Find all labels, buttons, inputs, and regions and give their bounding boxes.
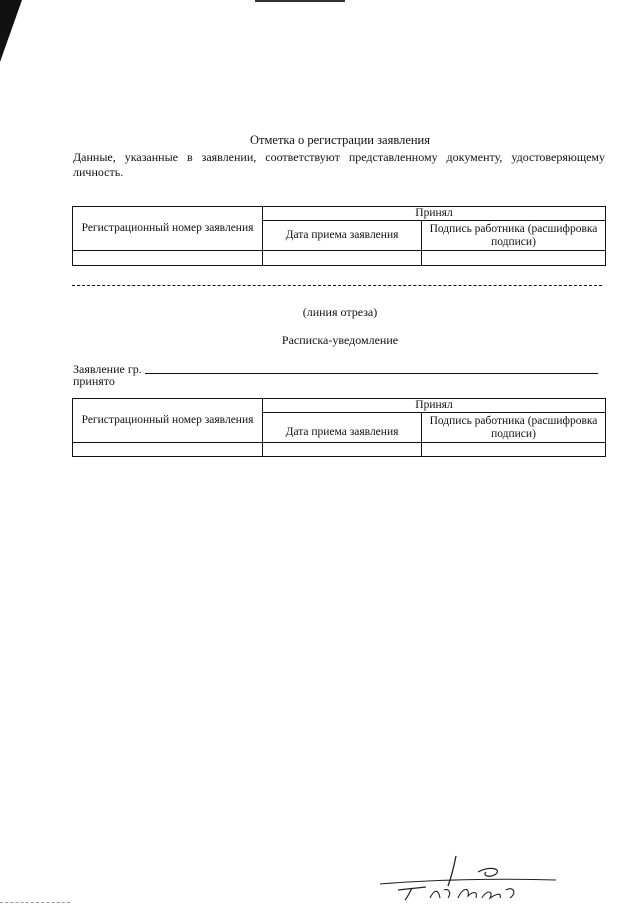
signature-cell[interactable] <box>422 251 606 266</box>
receipt-title: Расписка-уведомление <box>281 333 399 347</box>
accepted-by-header: Принял <box>263 207 606 221</box>
date-header: Дата приема заявления <box>263 413 422 443</box>
reg-number-cell[interactable] <box>73 251 263 266</box>
signature-header: Подпись работника (расшифровка подписи) <box>422 221 606 251</box>
identity-confirmation-text: Данные, указанные в заявлении, соответствуют представленному документу, удостоверяющему личность. <box>73 150 605 179</box>
date-header: Дата приема заявления <box>263 221 422 251</box>
receipt-table <box>72 398 606 457</box>
date-cell[interactable] <box>263 443 422 457</box>
applicant-name-line[interactable] <box>145 373 598 374</box>
reg-number-header: Регистрационный номер заявления <box>73 399 263 443</box>
signature-header: Подпись работника (расшифровка подписи) <box>422 413 606 443</box>
statement-prefix: Заявление гр. <box>73 362 142 376</box>
scan-top-mark <box>255 0 345 2</box>
statement-accepted: принято <box>73 374 115 388</box>
reg-number-cell[interactable] <box>73 443 263 457</box>
registration-table <box>72 206 606 266</box>
scan-edge-mark <box>0 902 70 903</box>
date-cell[interactable] <box>263 251 422 266</box>
cut-line <box>72 285 602 286</box>
signature-cell[interactable] <box>422 443 606 457</box>
accepted-by-header: Принял <box>263 399 606 413</box>
cut-line-label: (линия отреза) <box>302 305 378 319</box>
handwritten-signature <box>378 850 558 902</box>
scan-corner-mark <box>0 0 22 62</box>
reg-number-header: Регистрационный номер заявления <box>73 207 263 251</box>
registration-mark-title: Отметка о регистрации заявления <box>250 133 430 147</box>
